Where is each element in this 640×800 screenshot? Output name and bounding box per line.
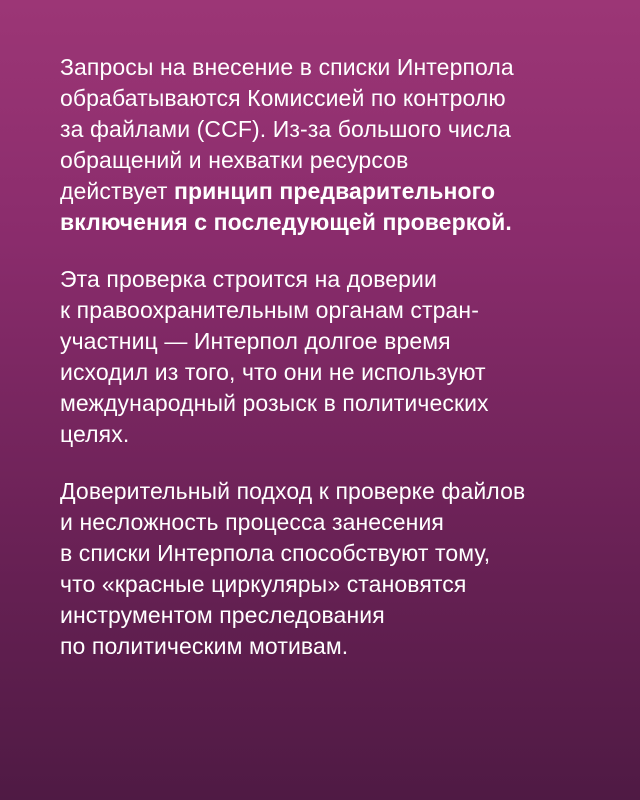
paragraph-ccf-process [60,52,580,238]
text-line: исходил из того, что они не используют [60,359,486,385]
text-line: действует принцип предварительного [60,178,496,204]
emphasis-text: принцип предварительного [174,178,496,204]
text-line: Запросы на внесение в списки Интерпола [60,54,514,80]
text-line: инструментом преследования [60,602,385,628]
text-line: участниц — Интерпол долгое время [60,328,451,354]
text-line: и несложность процесса занесения [60,509,444,535]
emphasis-text: включения с последующей проверкой. [60,209,512,235]
text-line: обрабатываются Комиссией по контролю [60,85,506,111]
text-line: за файлами (CCF). Из-за большого числа [60,116,511,142]
paragraph-red-notices [60,476,580,662]
text-line: Доверительный подход к проверке файлов [60,478,526,504]
text-line: по политическим мотивам. [60,633,349,659]
text-line [60,207,580,238]
text-line: что «красные циркуляры» становятся [60,571,467,597]
paragraph-trust-verification [60,264,580,450]
text-line: целях. [60,421,130,447]
text-line: обращений и нехватки ресурсов [60,147,409,173]
text-line: в списки Интерпола способствуют тому, [60,540,491,566]
text-line: международный розыск в политических [60,390,489,416]
text-line: к правоохранительным органам стран- [60,297,479,323]
text-line: Эта проверка строится на доверии [60,266,437,292]
